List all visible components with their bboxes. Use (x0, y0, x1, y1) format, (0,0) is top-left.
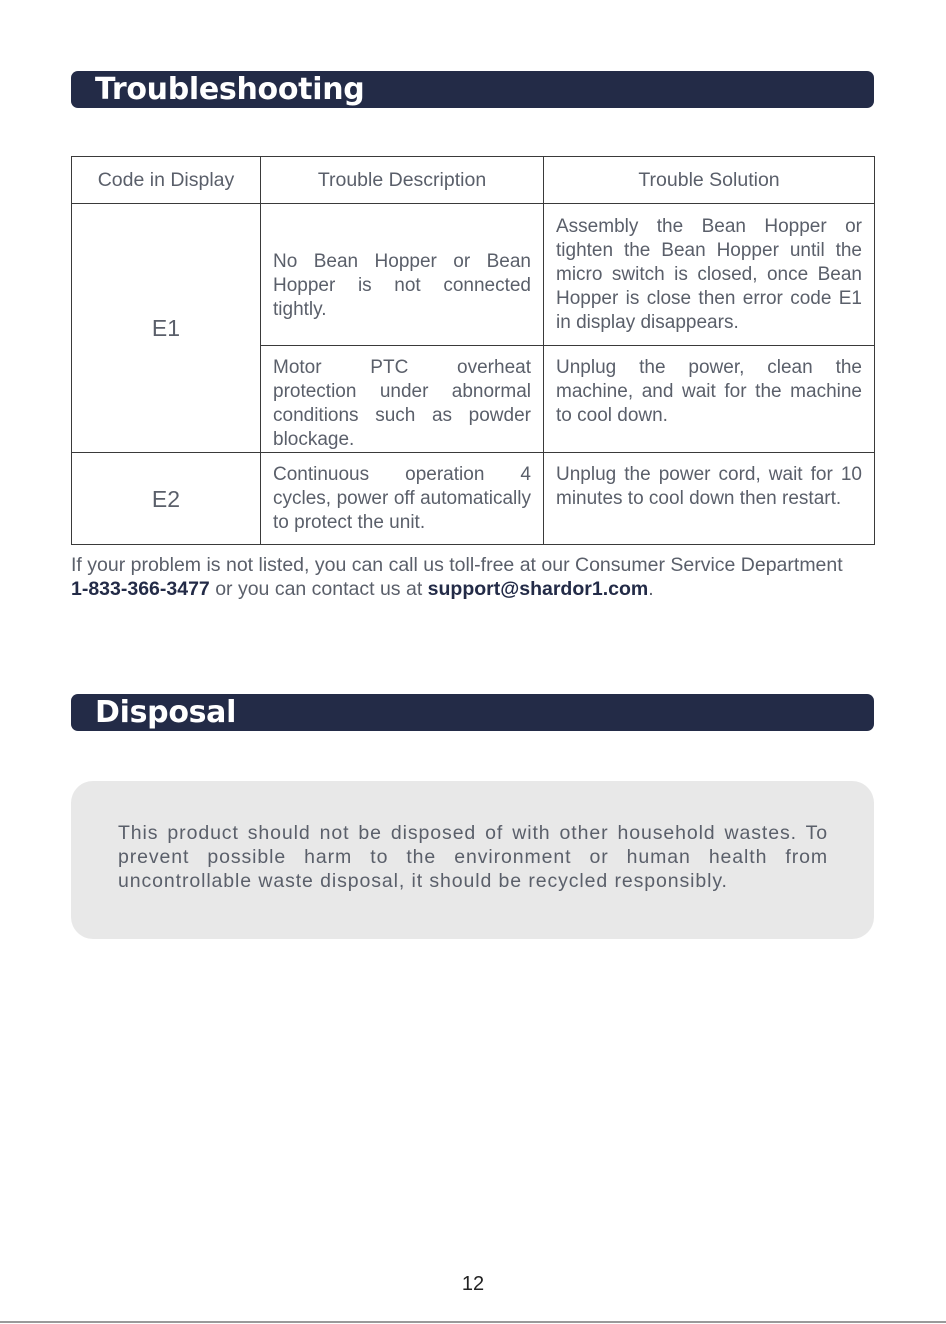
description-cell: Motor PTC overheat protection under abnormal conditions such as powder blockage. (261, 346, 544, 453)
code-cell-e1: E1 (72, 204, 261, 453)
support-email-link[interactable]: support@shardor1.com (427, 578, 649, 600)
disposal-info-box (71, 781, 874, 939)
table-header-row (72, 157, 875, 204)
troubleshooting-table (71, 156, 875, 545)
description-cell: No Bean Hopper or Bean Hopper is not connected tightly. (261, 204, 544, 346)
solution-cell: Unplug the power, clean the machine, and wait for the machine to cool down. (544, 346, 875, 453)
table-row (72, 453, 875, 545)
column-header-code: Code in Display (72, 157, 261, 204)
description-cell: Continuous operation 4 cycles, power off automatically to protect the unit. (261, 453, 544, 545)
disposal-text: This product should not be disposed of with other household wastes. To prevent possible harm to the environment or human health from uncontrollable waste disposal, it should be recycled responsibly. (118, 822, 828, 892)
solution-cell: Unplug the power cord, wait for 10 minutes to cool down then restart. (544, 453, 875, 545)
solution-cell: Assembly the Bean Hopper or tighten the Bean Hopper until the micro switch is closed, once Bean Hopper is close then error code E1 in display disappears. (544, 204, 875, 346)
page-number: 12 (461, 1273, 485, 1295)
contact-info (71, 553, 881, 601)
phone-number[interactable]: 1-833-366-3477 (71, 578, 210, 600)
contact-text-before: If your problem is not listed, you can call us toll-free at our Consumer Service Department (71, 554, 843, 576)
table-row (72, 204, 875, 346)
bottom-divider (0, 1321, 946, 1323)
disposal-section-header (71, 694, 874, 731)
column-header-description: Trouble Description (261, 157, 544, 204)
contact-text-after: . (648, 578, 654, 600)
column-header-solution: Trouble Solution (544, 157, 875, 204)
troubleshooting-section-header (71, 71, 874, 108)
troubleshooting-title: Troubleshooting (95, 72, 365, 107)
contact-text-middle: or you can contact us at (209, 578, 428, 600)
code-cell-e2: E2 (72, 453, 261, 545)
disposal-title: Disposal (95, 695, 237, 730)
